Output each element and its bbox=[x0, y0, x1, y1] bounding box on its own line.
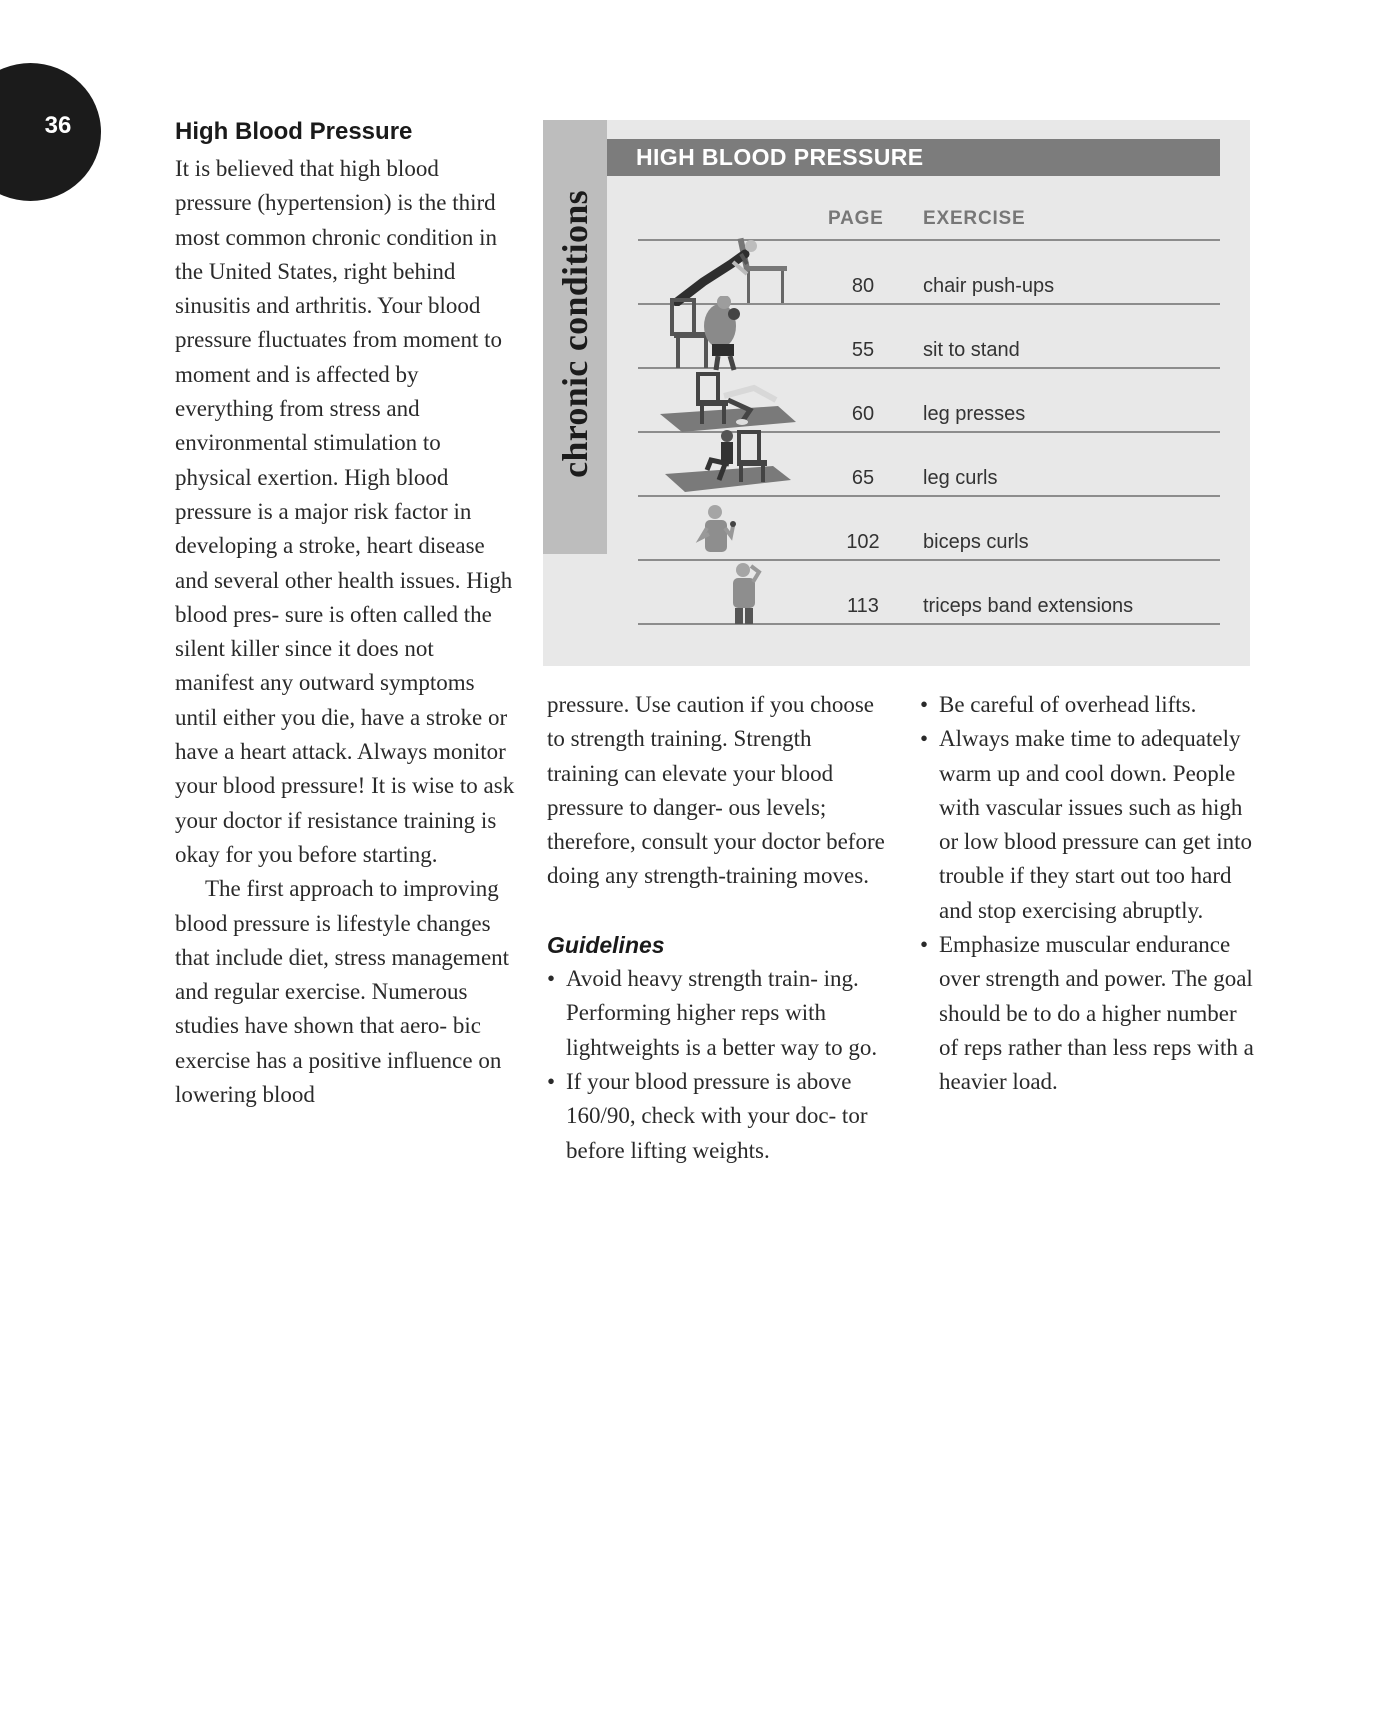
bullet: • bbox=[920, 932, 929, 958]
triceps-band-photo bbox=[721, 560, 769, 626]
leg-press-photo bbox=[658, 370, 798, 434]
sidebar-title-bar bbox=[607, 139, 1220, 176]
side-strip bbox=[543, 120, 607, 554]
bullet: • bbox=[920, 692, 929, 717]
bullet: • bbox=[920, 726, 929, 752]
body-paragraph: It is believed that high blood pressure (hypertension) is the third most common chronic condition in the United States, right behind sinusitis and arthritis. Your blood pressure fluctuates from moment to moment and is affected by everything from stress and environmental stimulation to physical exertion. High blood pressure is a major risk factor in developing a stroke, heart disease and several other health issues. High blood pres- sure is often called the silent killer since it does not manifest any outward symptoms until either you die, have a stroke or have a heart attack. Always monitor your blood pressure! It is wise to ask your doctor if resistance training is okay for you before starting. bbox=[175, 156, 515, 867]
row-exercise: leg presses bbox=[923, 403, 1026, 425]
bullet: • bbox=[547, 966, 556, 992]
page-number: 36 bbox=[44, 112, 72, 139]
body-paragraph: The first approach to improving blood pressure is lifestyle changes that include diet, stress management and regular exercise. Numerous studies have shown that aero- bic exercise has a positive influence on lowering blood bbox=[175, 876, 510, 1108]
sidebar-title: HIGH BLOOD PRESSURE bbox=[636, 144, 924, 170]
list-item-text: Be careful of overhead lifts. bbox=[939, 692, 1197, 717]
row-exercise: triceps band extensions bbox=[923, 595, 1134, 617]
side-label: chronic conditions bbox=[555, 190, 595, 478]
row-exercise: leg curls bbox=[923, 467, 998, 489]
text-column-1 bbox=[175, 112, 515, 1112]
row-page: 80 bbox=[851, 275, 875, 297]
list-item bbox=[920, 928, 1260, 1099]
list-item-text: Always make time to adequately warm up and cool down. People with vascular issues such as high or low blood pressure can get into trouble if they start out too hard and stop exercising abruptly. bbox=[939, 726, 1252, 923]
column-header-exercise: EXERCISE bbox=[923, 208, 1026, 229]
row-exercise: biceps curls bbox=[923, 531, 1029, 553]
row-page: 113 bbox=[847, 595, 879, 617]
row-page: 55 bbox=[851, 339, 875, 361]
guidelines-heading: Guidelines bbox=[547, 931, 665, 958]
row-page: 60 bbox=[851, 403, 875, 425]
leg-curl-photo bbox=[663, 430, 793, 494]
guidelines-list bbox=[547, 962, 887, 1168]
exercise-sidebar bbox=[543, 120, 1250, 666]
list-item-text: Emphasize muscular endurance over strength and power. The goal should be to do a higher number of reps rather than less reps with a heavier load. bbox=[939, 932, 1254, 1095]
list-item bbox=[920, 688, 1260, 722]
row-exercise: sit to stand bbox=[923, 339, 1020, 361]
table-divider bbox=[638, 495, 1220, 497]
list-item-text: If your blood pressure is above 160/90, check with your doc- tor before lifting weights. bbox=[566, 1068, 868, 1163]
row-page: 65 bbox=[851, 467, 875, 489]
text-column-3 bbox=[920, 688, 1260, 1100]
text-column-2 bbox=[547, 688, 887, 1168]
row-exercise: chair push-ups bbox=[923, 275, 1055, 297]
biceps-curl-photo bbox=[693, 504, 753, 560]
section-title: High Blood Pressure bbox=[175, 118, 413, 145]
bullet: • bbox=[547, 1068, 556, 1094]
list-item bbox=[547, 962, 887, 1065]
guidelines-list-continued bbox=[920, 688, 1260, 1100]
list-item bbox=[920, 722, 1260, 928]
column-header-page: PAGE bbox=[828, 208, 884, 229]
sit-to-stand-photo bbox=[668, 296, 788, 372]
list-item-text: Avoid heavy strength train- ing. Performing higher reps with lightweights is a better way to go. bbox=[566, 966, 878, 1060]
list-item bbox=[547, 1065, 887, 1168]
row-page: 102 bbox=[846, 531, 880, 553]
body-paragraph: pressure. Use caution if you choose to strength training. Strength training can elevate your blood pressure to danger- ous levels; therefore, consult your doctor before doing any strength-training moves. bbox=[547, 692, 885, 889]
chair-pushup-photo bbox=[673, 218, 803, 306]
